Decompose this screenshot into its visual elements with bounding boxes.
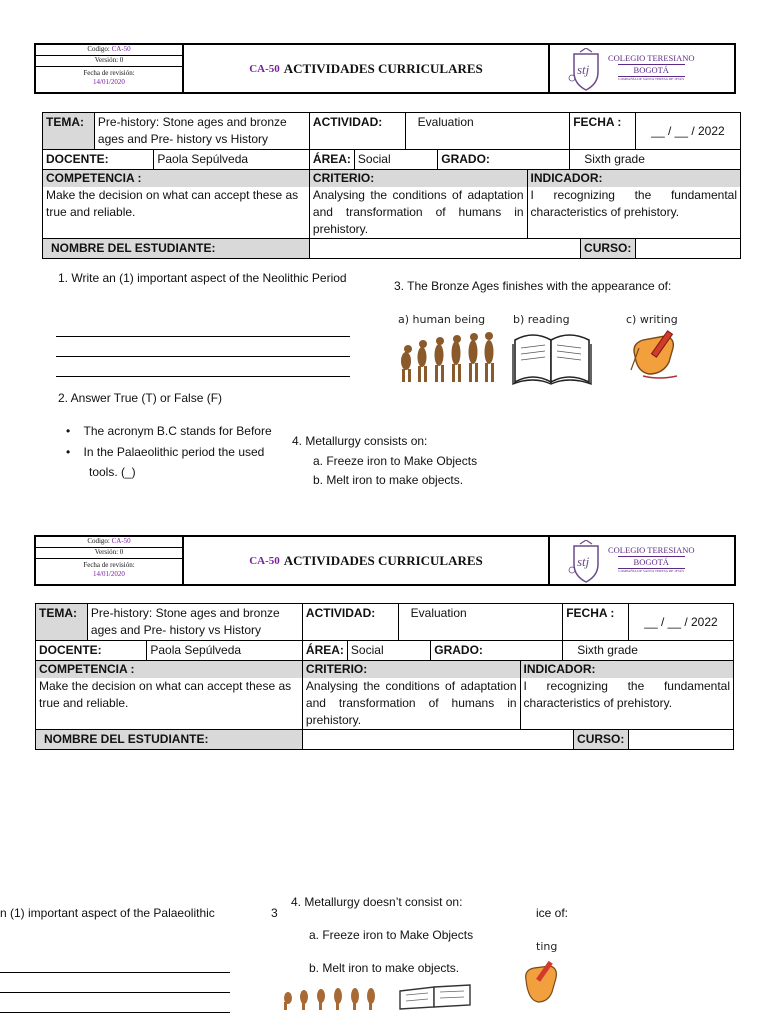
code-row (36, 45, 182, 56)
criterio-cell (309, 170, 527, 239)
criterio-value: Analysing the conditions of adaptation and transformation of humans in prehistory. (312, 188, 524, 236)
s2-question-3-number: 3 (271, 906, 278, 920)
area-value: Social (347, 641, 430, 661)
s2-open-book-icon (398, 983, 472, 1011)
q4-option-a[interactable]: a. Freeze iron to Make Objects (313, 454, 478, 468)
code-value: CA-50 (111, 537, 131, 545)
header-title (184, 45, 550, 92)
human-evolution-icon (398, 331, 496, 383)
actividad-value: Evaluation (398, 604, 563, 641)
q3-option-b[interactable]: b) reading (513, 313, 570, 326)
title-code: CA-50 (249, 554, 280, 567)
s2-answer-line-1[interactable] (0, 972, 230, 973)
school-city: BOGOTÁ (618, 556, 685, 569)
question-4: 4. Metallurgy consists on: (292, 434, 428, 448)
docente-label: DOCENTE: (36, 641, 147, 661)
criterio-label: CRITERIO: (303, 661, 520, 678)
revision-row (36, 67, 182, 92)
grado-value: Sixth grade (563, 641, 734, 661)
code-value: CA-50 (111, 45, 131, 53)
actividad-label: ACTIVIDAD: (309, 113, 405, 150)
nombre-field[interactable] (309, 239, 580, 259)
school-crest-icon (566, 48, 606, 92)
info-row-tema (43, 113, 741, 150)
s2-q4-option-b[interactable]: b. Melt iron to make objects. (309, 961, 460, 975)
fecha-label: FECHA : (570, 113, 636, 150)
grado-value: Sixth grade (570, 150, 741, 170)
docente-value: Paola Sepúlveda (154, 150, 310, 170)
info-row-nombre (36, 730, 734, 750)
tema-label: TEMA: (43, 113, 95, 150)
fecha-label: FECHA : (563, 604, 629, 641)
q3-option-a[interactable]: a) human being (398, 313, 486, 326)
question-1: 1. Write an (1) important aspect of the Neolithic Period (58, 271, 347, 285)
s2-human-evolution-icon (280, 985, 378, 1011)
q2-bullet-2-cont: tools. (_) (89, 465, 136, 479)
nombre-label: NOMBRE DEL ESTUDIANTE: (43, 239, 310, 259)
school-logo (546, 45, 734, 92)
docente-label: DOCENTE: (43, 150, 154, 170)
bullet-icon: • (66, 445, 71, 459)
grado-label: GRADO: (438, 150, 570, 170)
header-meta (36, 45, 184, 92)
sheet1-info-table (42, 112, 741, 259)
tema-value: Pre-history: Stone ages and bronze ages and Pre- history vs History (94, 113, 309, 150)
revision-row (36, 559, 182, 584)
info-row-docente (43, 150, 741, 170)
school-city: BOGOTÁ (618, 64, 685, 77)
school-logo (546, 537, 734, 584)
answer-line-2[interactable] (56, 356, 350, 357)
info-row-nombre (43, 239, 741, 259)
docente-value: Paola Sepúlveda (147, 641, 303, 661)
nombre-label: NOMBRE DEL ESTUDIANTE: (36, 730, 303, 750)
area-label: ÁREA: (309, 150, 354, 170)
revision-label: Fecha de revisión: (83, 561, 135, 569)
title-text: ACTIVIDADES CURRICULARES (283, 552, 483, 568)
actividad-value: Evaluation (405, 113, 570, 150)
criterio-value: Analysing the conditions of adaptation and transformation of humans in prehistory. (305, 679, 517, 727)
s2-writing-hand-icon (520, 960, 562, 1008)
indicador-value: I recognizing the fundamental characteristics of prehistory. (523, 679, 730, 710)
q2-bullet-2-text: In the Palaeolithic period the used (83, 445, 265, 459)
tema-value: Pre-history: Stone ages and bronze ages and Pre- history vs History (87, 604, 302, 641)
grado-label: GRADO: (431, 641, 563, 661)
fecha-value[interactable]: __ / __ / 2022 (629, 604, 734, 641)
q2-bullet-1-text: The acronym B.C stands for Before (83, 424, 272, 438)
s2-question-4: 4. Metallurgy doesn’t consist on: (291, 892, 468, 912)
curso-field[interactable] (636, 239, 741, 259)
school-name: COLEGIO TERESIANO (608, 545, 695, 555)
sheet2-header (34, 535, 736, 586)
competencia-value: Make the decision on what can accept these as true and reliable. (39, 679, 292, 710)
s2-question-1-partial: n (1) important aspect of the Palaeolithic (0, 906, 215, 920)
indicador-cell (520, 661, 733, 730)
criterio-cell (302, 661, 520, 730)
s2-question-3-end: ice of: (536, 906, 569, 920)
version-row: Versión: 0 (36, 548, 182, 559)
header-title (184, 537, 550, 584)
q2-bullet-1 (66, 421, 286, 441)
indicador-label: INDICADOR: (521, 661, 733, 678)
s2-q3-option-c-partial[interactable]: ting (536, 940, 558, 953)
bullet-icon: • (66, 424, 71, 438)
school-name: COLEGIO TERESIANO (608, 53, 695, 63)
school-crest-icon (566, 540, 606, 584)
revision-label: Fecha de revisión: (83, 69, 135, 77)
school-name-block (608, 545, 695, 574)
info-row-competencia (36, 661, 734, 730)
q3-option-c[interactable]: c) writing (626, 313, 678, 326)
competencia-label: COMPETENCIA : (36, 661, 302, 678)
indicador-cell (527, 170, 740, 239)
code-label: Codigo: (87, 537, 110, 545)
competencia-value: Make the decision on what can accept these as true and reliable. (46, 188, 299, 219)
school-sub: COMPAÑÍA DE SANTA TERESA DE JESÚS (618, 77, 685, 81)
version-row: Versión: 0 (36, 56, 182, 67)
nombre-field[interactable] (302, 730, 573, 750)
s2-answer-line-3[interactable] (0, 1012, 230, 1013)
revision-date: 14/01/2020 (93, 78, 125, 86)
curso-label: CURSO: (574, 730, 629, 750)
fecha-value[interactable]: __ / __ / 2022 (636, 113, 741, 150)
info-row-docente (36, 641, 734, 661)
question-3: 3. The Bronze Ages finishes with the appearance of: (394, 279, 672, 293)
answer-line-1[interactable] (56, 336, 350, 337)
school-name-block (608, 53, 695, 82)
indicador-value: I recognizing the fundamental characteristics of prehistory. (530, 188, 737, 219)
info-row-competencia (43, 170, 741, 239)
area-value: Social (354, 150, 437, 170)
actividad-label: ACTIVIDAD: (302, 604, 398, 641)
revision-date: 14/01/2020 (93, 570, 125, 578)
sheet2-info-table (35, 603, 734, 750)
svg-text:stj: stj (577, 554, 590, 569)
code-row (36, 537, 182, 548)
question-2: 2. Answer True (T) or False (F) (58, 391, 223, 405)
competencia-cell (43, 170, 310, 239)
criterio-label: CRITERIO: (310, 170, 527, 187)
competencia-label: COMPETENCIA : (43, 170, 309, 187)
code-label: Codigo: (87, 45, 110, 53)
q2-bullet-2 (66, 442, 286, 462)
sheet1-header (34, 43, 736, 94)
area-label: ÁREA: (302, 641, 347, 661)
school-sub: COMPAÑÍA DE SANTA TERESA DE JESÚS (618, 569, 685, 573)
header-meta (36, 537, 184, 584)
indicador-label: INDICADOR: (528, 170, 740, 187)
info-row-tema (36, 604, 734, 641)
answer-line-3[interactable] (56, 376, 350, 377)
svg-text:stj: stj (577, 62, 590, 77)
curso-label: CURSO: (581, 239, 636, 259)
competencia-cell (36, 661, 303, 730)
s2-answer-line-2[interactable] (0, 992, 230, 993)
s2-q4-option-a[interactable]: a. Freeze iron to Make Objects (309, 928, 474, 942)
open-book-icon (511, 326, 593, 386)
title-code: CA-50 (249, 62, 280, 75)
writing-hand-icon (625, 326, 683, 382)
tema-label: TEMA: (36, 604, 88, 641)
curso-field[interactable] (629, 730, 734, 750)
q4-option-b[interactable]: b. Melt iron to make objects. (313, 473, 464, 487)
title-text: ACTIVIDADES CURRICULARES (283, 60, 483, 76)
